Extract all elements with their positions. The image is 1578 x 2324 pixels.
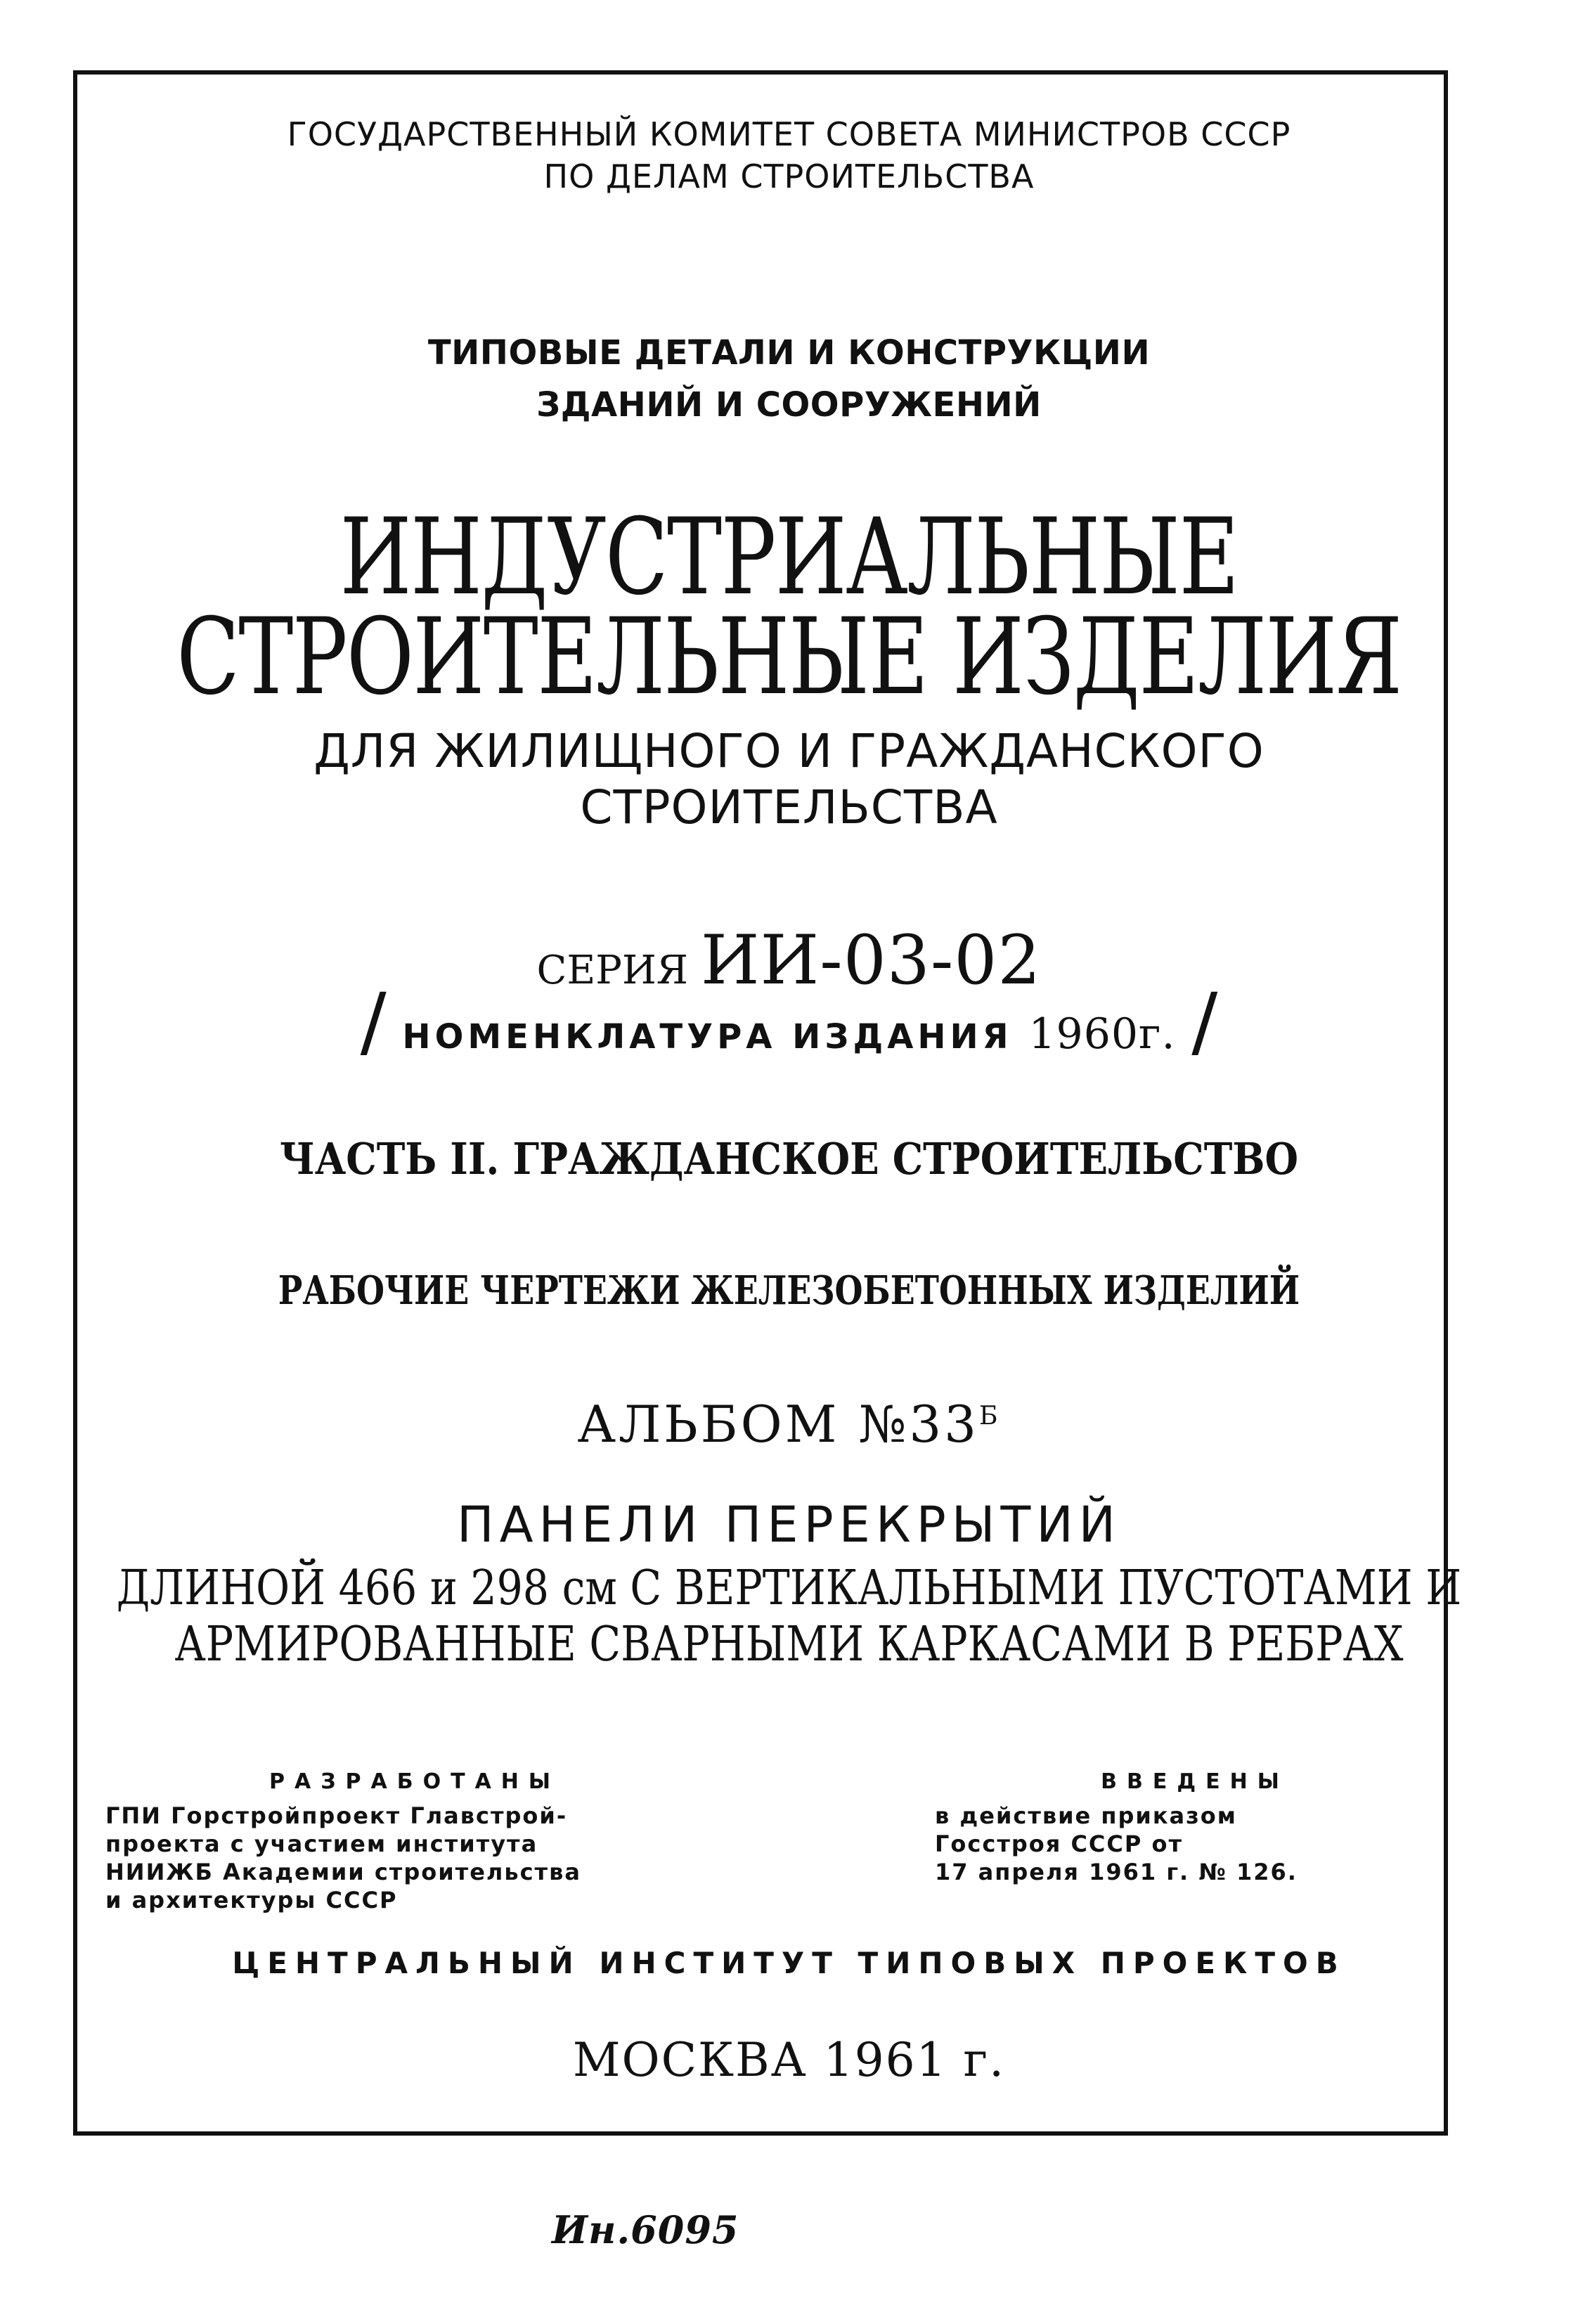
developed-heading: РАЗРАБОТАНЫ <box>269 1769 560 1794</box>
panels-description-line-1: ДЛИНОЙ 466 и 298 см С ВЕРТИКАЛЬНЫМИ ПУСТОТАМИ И <box>116 1561 1462 1616</box>
introduced-heading: ВВЕДЕНЫ <box>1101 1769 1289 1794</box>
institute-line: ЦЕНТРАЛЬНЫЙ ИНСТИТУТ ТИПОВЫХ ПРОЕКТОВ <box>232 1946 1346 1980</box>
inventory-number: Ин.6095 <box>552 2207 739 2252</box>
slash-right: / <box>1191 976 1218 1066</box>
nomenclature-year: 1960г. <box>1028 1009 1176 1059</box>
album-suffix: Б <box>978 1402 1001 1431</box>
series-code: ИИ-03-02 <box>700 921 1042 1000</box>
panels-title: ПАНЕЛИ ПЕРЕКРЫТИЙ <box>456 1496 1122 1554</box>
album-label: АЛЬБОМ №33 <box>577 1395 979 1454</box>
main-title-line-2: СТРОИТЕЛЬНЫЕ ИЗДЕЛИЯ <box>176 596 1402 718</box>
introduced-block <box>935 1768 1455 1886</box>
slash-left: / <box>360 976 387 1066</box>
developed-body: ГПИ Горстройпроект Главстрой- проекта с участием института НИИЖБ Академии строительства и архитектуры СССР <box>105 1802 581 1913</box>
drawings-title: РАБОЧИЕ ЧЕРТЕЖИ ЖЕЛЕЗОБЕТОННЫХ ИЗДЕЛИЙ <box>278 1267 1300 1314</box>
panels-description-line-2: АРМИРОВАННЫЕ СВАРНЫМИ КАРКАСАМИ В РЕБРАХ <box>174 1617 1404 1672</box>
nomenclature-line <box>0 976 1578 1066</box>
developed-block <box>105 1768 773 1914</box>
part-title: ЧАСТЬ II. ГРАЖДАНСКОЕ СТРОИТЕЛЬСТВО <box>280 1133 1298 1184</box>
subtitle-line-1: ТИПОВЫЕ ДЕТАЛИ И КОНСТРУКЦИИ <box>427 333 1151 373</box>
subtitle-line-2: ЗДАНИЙ И СООРУЖЕНИЙ <box>536 385 1042 425</box>
purpose-line-2: СТРОИТЕЛЬСТВА <box>580 780 998 834</box>
album-title <box>0 1395 1578 1454</box>
city-year-line: МОСКВА 1961 г. <box>572 2033 1006 2087</box>
introduced-body: в действие приказом Госстроя СССР от 17 апреля 1961 г. № 126. <box>935 1802 1298 1885</box>
purpose-line-1: ДЛЯ ЖИЛИЩНОГО И ГРАЖДАНСКОГО <box>313 724 1265 778</box>
series-label: СЕРИЯ <box>536 948 689 993</box>
main-title-line-1: ИНДУСТРИАЛЬНЫЕ <box>339 496 1239 619</box>
committee-line-2: ПО ДЕЛАМ СТРОИТЕЛЬСТВА <box>543 157 1035 195</box>
committee-line-1: ГОСУДАРСТВЕННЫЙ КОМИТЕТ СОВЕТА МИНИСТРОВ СССР <box>287 115 1291 153</box>
nomenclature-label: НОМЕНКЛАТУРА ИЗДАНИЯ <box>402 1017 1013 1057</box>
